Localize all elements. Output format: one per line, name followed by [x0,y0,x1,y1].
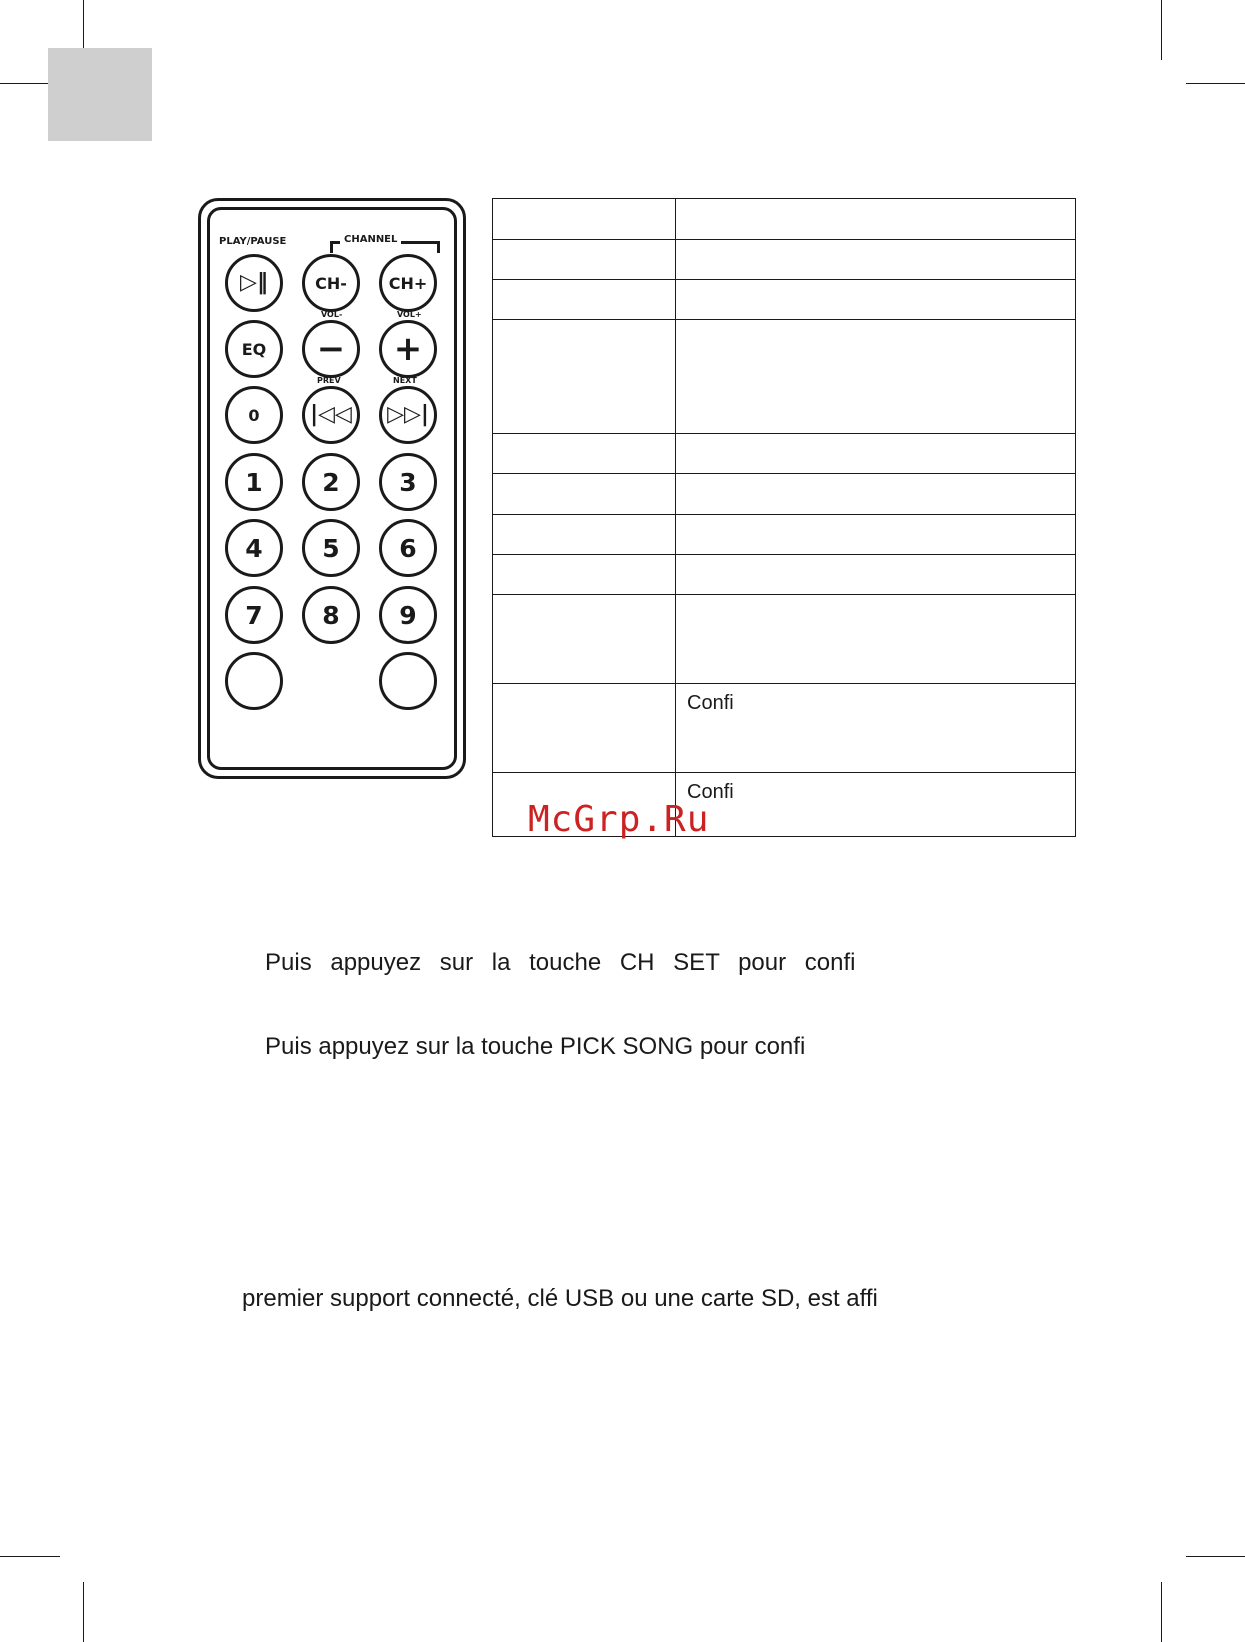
vol-plus-label: VOL+ [397,310,422,319]
crop-mark [1186,83,1245,84]
digit-label: 2 [322,467,340,497]
digit-4-button[interactable] [225,519,283,577]
table-row [493,240,1076,280]
paragraph-pick-song: Puis appuyez sur la touche PICK SONG pour confi [265,1033,806,1060]
table-cell [676,555,1076,595]
table-row [493,555,1076,595]
paragraph-ch-set: Puis appuyez sur la touche CH SET pour confi [265,949,856,976]
table-row [493,280,1076,320]
blank-left-button[interactable] [225,652,283,710]
digit-label: 5 [322,533,340,563]
table-cell [493,515,676,555]
digit-label: 3 [399,467,417,497]
table-cell [493,240,676,280]
vol-minus-button[interactable] [302,320,360,378]
next-track-icon: ▷▷| [387,402,429,427]
digit-9-button[interactable] [379,586,437,644]
table-cell [493,280,676,320]
digit-1-button[interactable] [225,453,283,511]
play-pause-button[interactable] [225,254,283,312]
digit-label: 6 [399,533,417,563]
table-cell [676,474,1076,515]
channel-label: CHANNEL [340,234,401,245]
table-cell [676,320,1076,434]
table-cell-description: Confi [676,684,1076,773]
previous-track-icon: |◁◁ [310,402,352,427]
zero-button[interactable] [225,386,283,444]
ch-plus-label: CH+ [388,273,428,293]
table-row [493,684,1076,773]
digit-7-button[interactable] [225,586,283,644]
plus-icon: + [393,329,423,369]
crop-mark [1161,1582,1162,1642]
table-row [493,320,1076,434]
digit-6-button[interactable] [379,519,437,577]
watermark: McGrp.Ru [528,799,710,840]
next-label: NEXT [393,376,417,385]
table-cell [493,434,676,474]
digit-label: 1 [245,467,263,497]
zero-label: 0 [248,405,260,425]
minus-icon: − [316,329,346,369]
table-cell [676,240,1076,280]
crop-mark [0,83,52,84]
eq-label: EQ [241,339,267,359]
crop-mark [83,0,84,52]
ch-plus-button[interactable] [379,254,437,312]
crop-mark [1161,0,1162,60]
prev-button[interactable] [302,386,360,444]
table-row [493,515,1076,555]
crop-mark [0,1556,60,1557]
table-cell [676,280,1076,320]
paragraph-support: premier support connecté, clé USB ou une carte SD, est affi [242,1285,878,1312]
blank-right-button[interactable] [379,652,437,710]
page-tab [48,48,152,141]
eq-button[interactable] [225,320,283,378]
table-cell [493,320,676,434]
crop-mark [1186,1556,1245,1557]
table-cell [676,434,1076,474]
remote-function-table [492,198,1076,837]
digit-2-button[interactable] [302,453,360,511]
digit-label: 9 [399,600,417,630]
ch-minus-label: CH- [315,273,347,293]
digit-8-button[interactable] [302,586,360,644]
table-cell [493,555,676,595]
vol-minus-label: VOL- [321,310,343,319]
table-cell [493,595,676,684]
digit-label: 7 [245,600,263,630]
digit-3-button[interactable] [379,453,437,511]
table-cell [676,595,1076,684]
table-cell [493,474,676,515]
play-pause-label: PLAY/PAUSE [219,236,287,247]
crop-mark [83,1582,84,1642]
table-cell-description: Confi [676,773,1076,837]
digit-5-button[interactable] [302,519,360,577]
table-row [493,434,1076,474]
prev-label: PREV [317,376,341,385]
table-row [493,474,1076,515]
table-cell [493,684,676,773]
table-cell [493,199,676,240]
next-button[interactable] [379,386,437,444]
vol-plus-button[interactable] [379,320,437,378]
play-pause-icon: ▷‖ [240,270,268,295]
table-cell [676,199,1076,240]
digit-label: 8 [322,600,340,630]
table-cell [676,515,1076,555]
table-row [493,199,1076,240]
table-row [493,595,1076,684]
digit-label: 4 [245,533,263,563]
ch-minus-button[interactable] [302,254,360,312]
